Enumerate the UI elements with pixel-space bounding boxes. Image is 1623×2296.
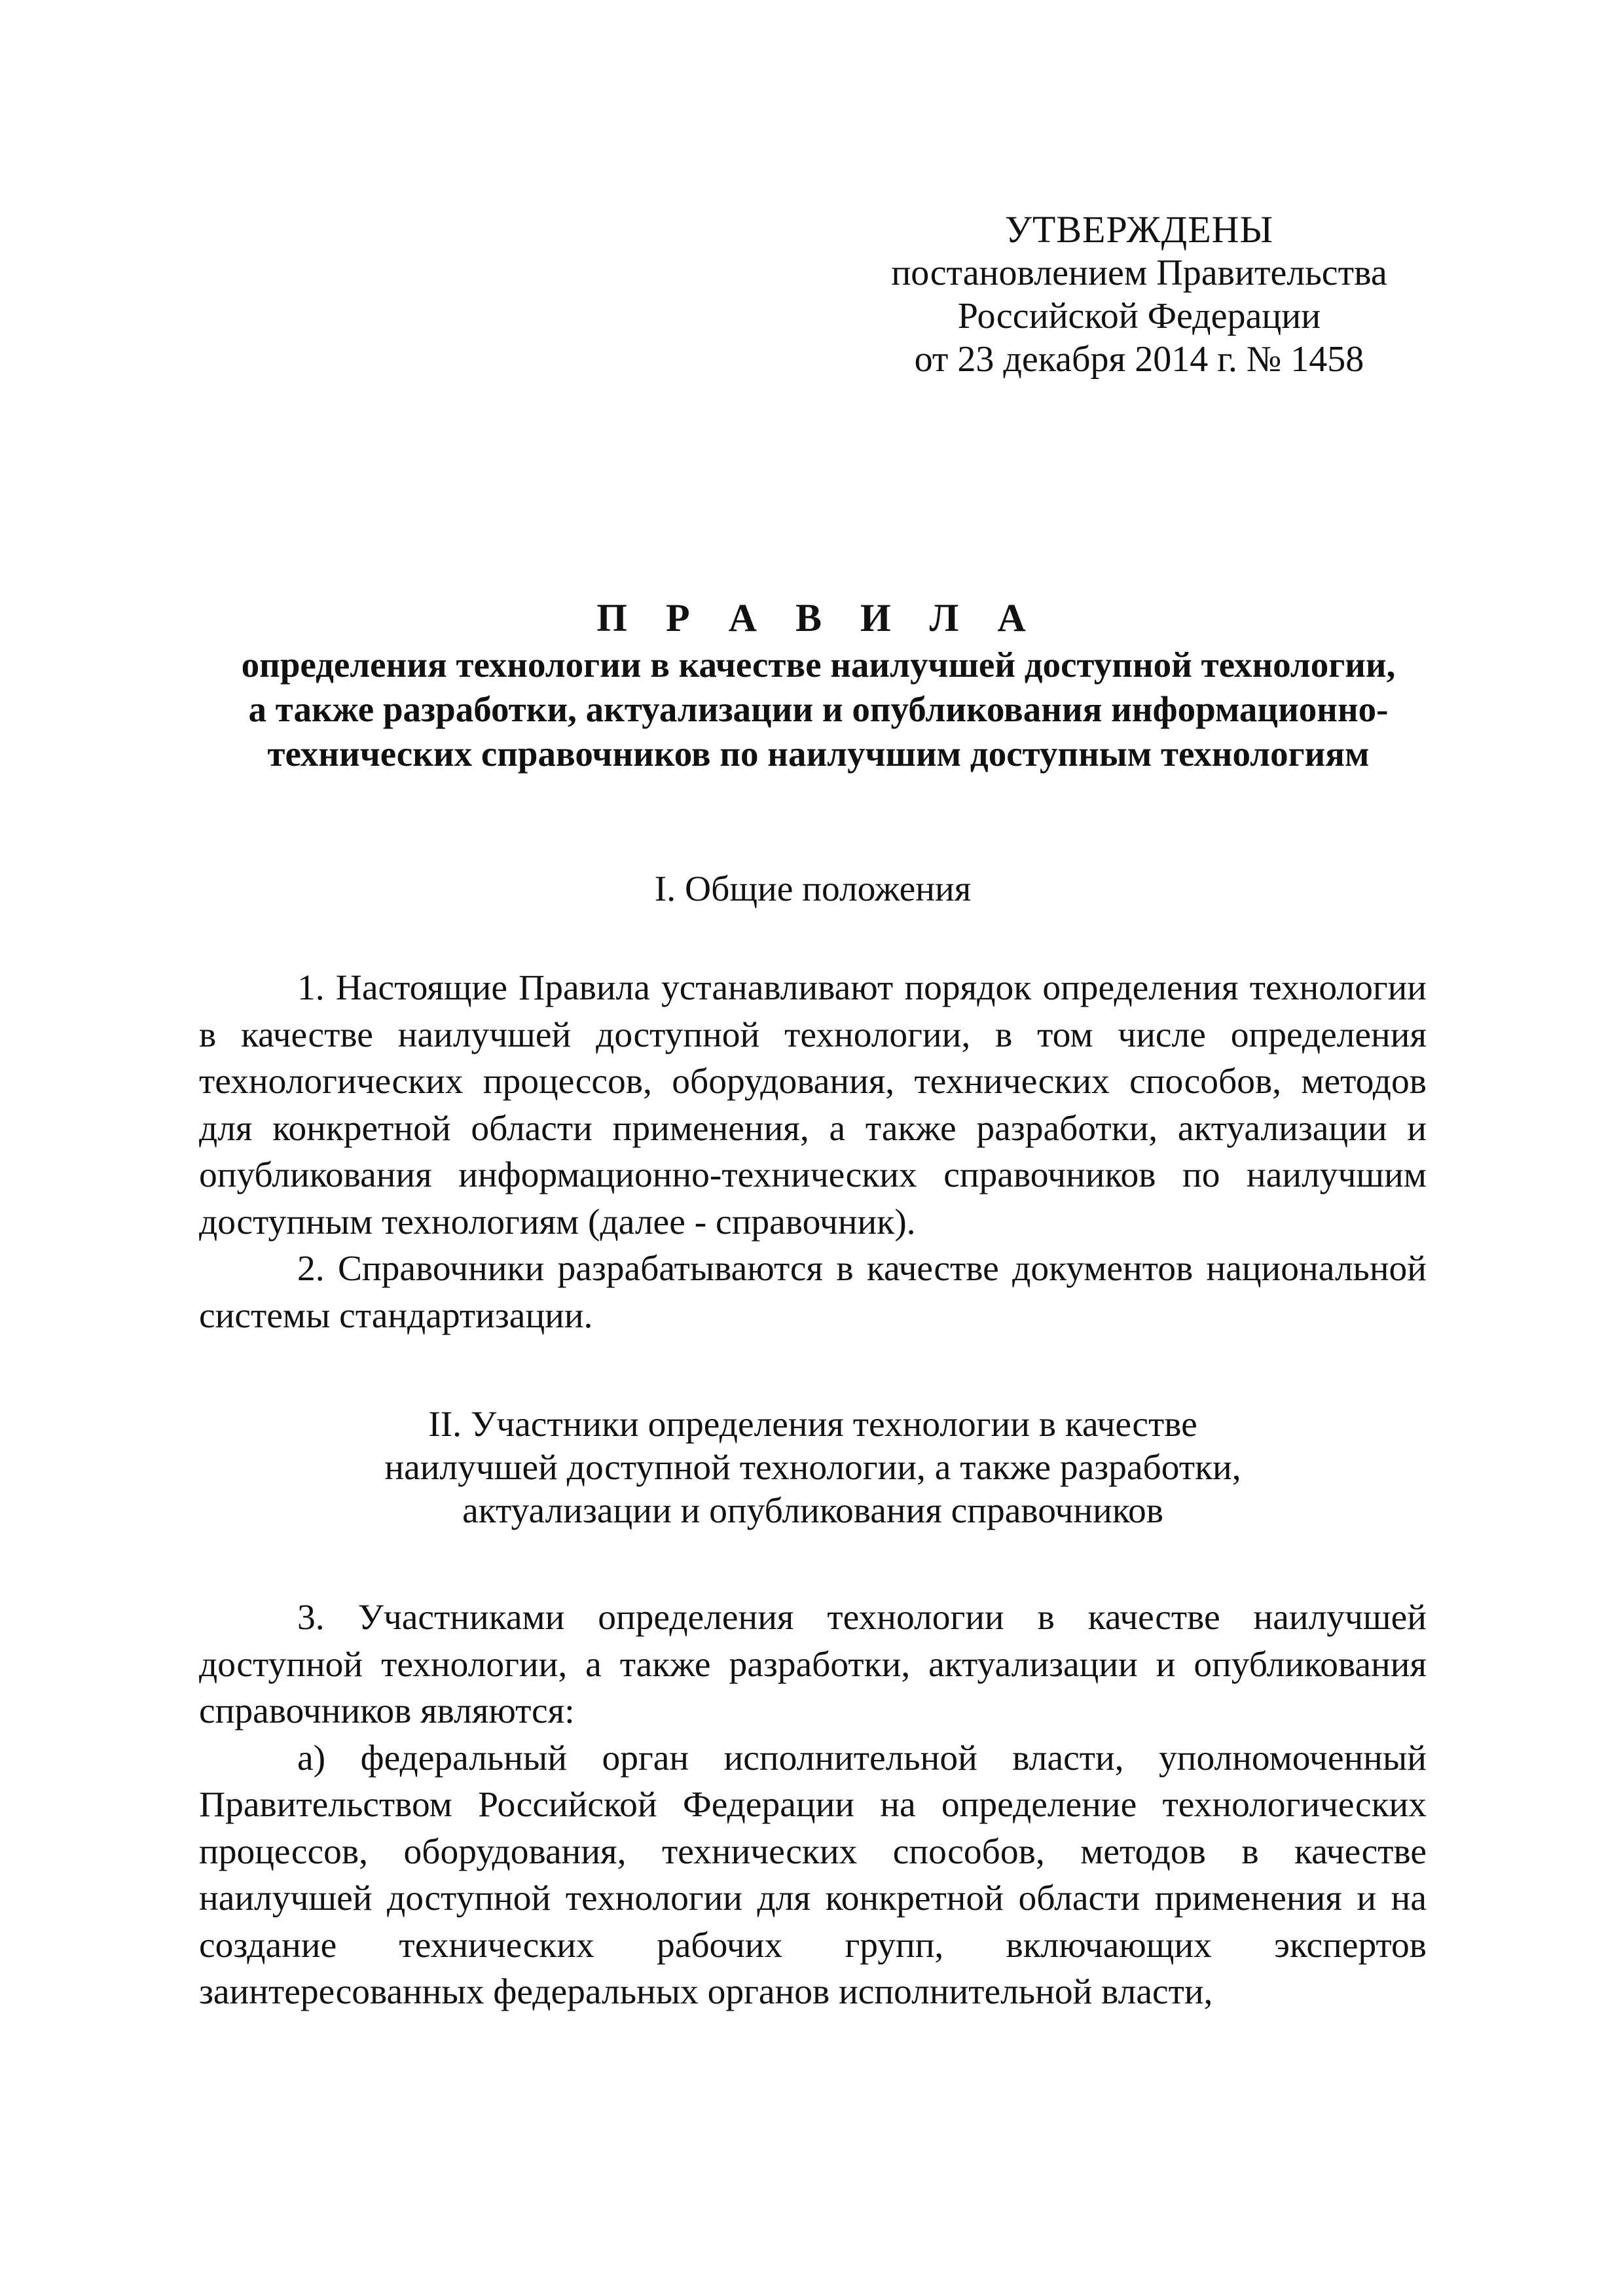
- approval-line: постановлением Правительства: [891, 253, 1387, 293]
- document-subtitle-line: а также разработки, актуализации и опубликования информационно-: [248, 689, 1389, 729]
- paragraph: 1. Настоящие Правила устанавливают порядок определения технологии в качестве наилучшей доступной технологии, в том числе определения технологических процессов, оборудования, технических способов, методов для конкретной области применения, а также разработки, актуализации и опубликования информационно-технических справочников по наилучшим доступным технологиям (далее - справочник).: [199, 968, 1427, 1242]
- document-subtitle-line: технических справочников по наилучшим доступным технологиям: [267, 734, 1370, 774]
- paragraph: 3. Участниками определения технологии в качестве наилучшей доступной технологии, а также разработки, актуализации и опубликования справочников являются:: [199, 1598, 1427, 1731]
- approval-line: от 23 декабря 2014 г. № 1458: [914, 339, 1364, 380]
- paragraph: 2. Справочники разрабатываются в качестве документов национальной системы стандартизации.: [199, 1249, 1427, 1336]
- approval-stamp: [851, 208, 1427, 381]
- section-heading: [199, 1403, 1427, 1533]
- section-heading: I. Общие положения: [654, 869, 972, 909]
- section-heading-line: II. Участники определения технологии в качестве: [428, 1405, 1197, 1444]
- paragraph: а) федеральный орган исполнительной власти, уполномоченный Правительством Российской Федерации на определение технологических процессов, оборудования, технических способов, методов в качестве наилучшей доступной технологии для конкретной области применения и на создание технических рабочих групп, включающих экспертов заинтересованных федеральных органов исполнительной власти,: [199, 1738, 1427, 2012]
- section-heading-line: наилучшей доступной технологии, а также разработки,: [384, 1448, 1241, 1488]
- document-subtitle-line: определения технологии в качестве наилучшей доступной технологии,: [241, 645, 1396, 685]
- document-title-block: [183, 593, 1453, 776]
- section-heading-line: актуализации и опубликования справочников: [462, 1491, 1163, 1531]
- approval-title: УТВЕРЖДЕНЫ: [1004, 208, 1274, 251]
- document-title: П Р А В И Л А: [596, 596, 1040, 639]
- document-body: [199, 868, 1427, 2016]
- approval-line: Российской Федерации: [957, 296, 1321, 336]
